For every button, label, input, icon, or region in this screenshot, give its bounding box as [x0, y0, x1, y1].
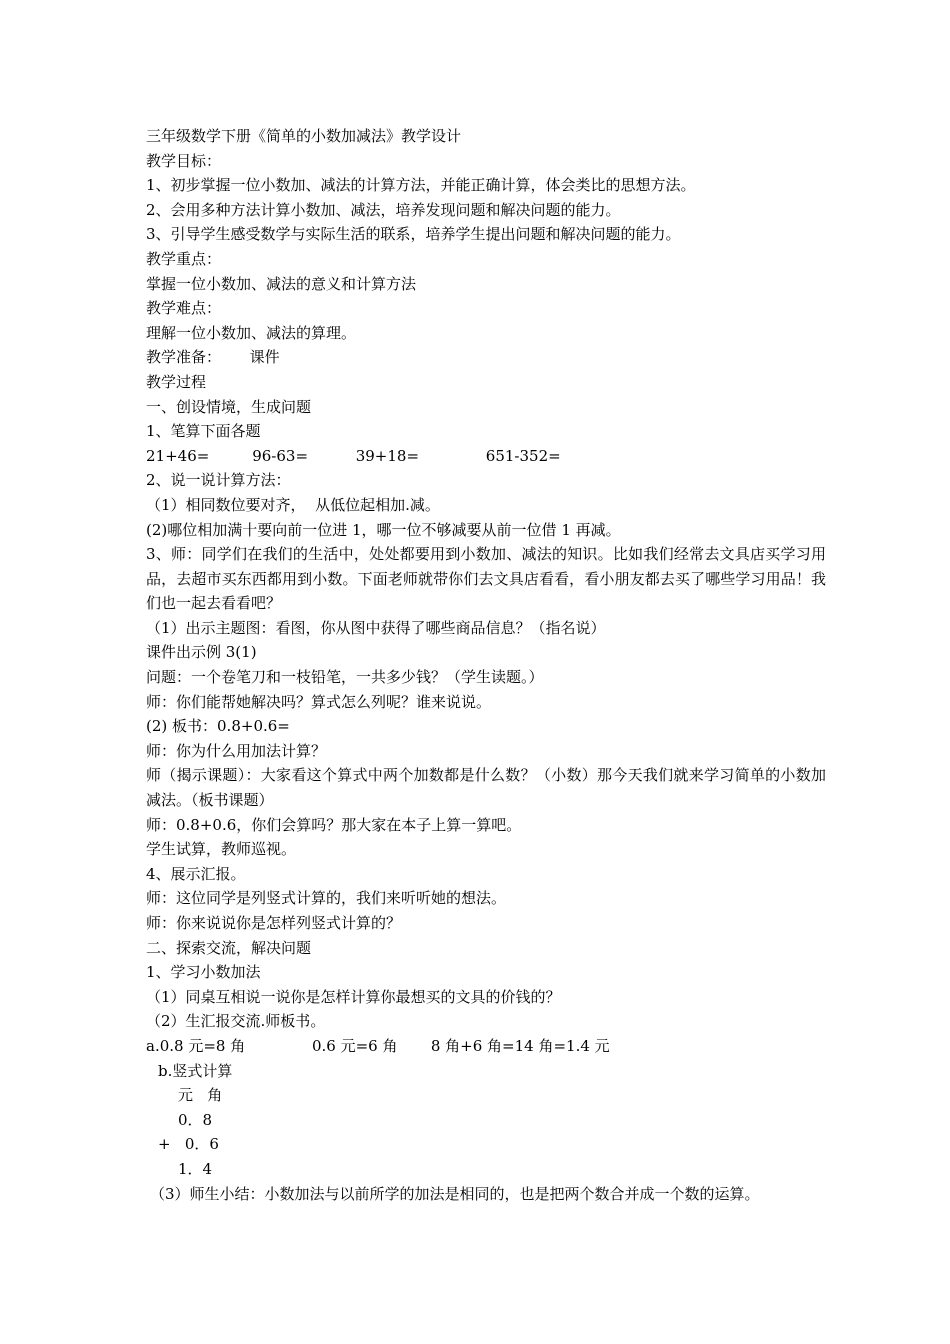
- vertical-calc-units: 元 角: [178, 1086, 223, 1105]
- vertical-calc-addend-2: + 0．6: [158, 1135, 219, 1154]
- paragraph: 理解一位小数加、减法的算理。: [146, 323, 357, 342]
- paragraph: 师：你们能帮她解决吗？算式怎么列呢？谁来说说。: [146, 692, 492, 711]
- paragraph: (2)哪位相加满十要向前一位进 1，哪一位不够减要从前一位借 1 再减。: [146, 520, 621, 539]
- paragraph-summary: （3）师生小结：小数加法与以前所学的加法是相同的，也是把两个数合并成一个数的运算。: [150, 1184, 760, 1203]
- paragraph: 3、引导学生感受数学与实际生活的联系，培养学生提出问题和解决问题的能力。: [146, 225, 681, 244]
- section-heading: 二、探索交流，解决问题: [146, 938, 312, 957]
- paragraph: 师：这位同学是列竖式计算的，我们来听听她的想法。: [146, 889, 507, 908]
- vertical-calc-label: b.竖式计算: [158, 1061, 233, 1080]
- paragraph: （1）相同数位要对齐， 从低位起相加.减。: [146, 495, 440, 514]
- paragraph: 教学准备： 课件: [146, 348, 280, 367]
- paragraph: （2）生汇报交流.师板书。: [146, 1012, 326, 1031]
- conversion-row: a.0.8 元=8 角 0.6 元=6 角 8 角+6 角=14 角=1.4 元: [146, 1036, 610, 1055]
- paragraph: 1、学习小数加法: [146, 963, 261, 982]
- section-heading: 一、创设情境，生成问题: [146, 397, 312, 416]
- paragraph: 2、会用多种方法计算小数加、减法，培养发现问题和解决问题的能力。: [146, 200, 621, 219]
- paragraph: 问题：一个卷笔刀和一枝铅笔，一共多少钱？（学生读题。）: [146, 668, 544, 687]
- heading-difficulties: 教学难点：: [146, 299, 222, 318]
- paragraph: 4、展示汇报。: [146, 864, 246, 883]
- paragraph: （1）出示主题图：看图，你从图中获得了哪些商品信息？（指名说）: [146, 618, 606, 637]
- paragraph: 掌握一位小数加、减法的意义和计算方法: [146, 274, 417, 293]
- document-title: 三年级数学下册《简单的小数加减法》教学设计: [146, 127, 462, 145]
- heading-process: 教学过程: [146, 372, 207, 391]
- exercise-row: 21+46= 96-63= 39+18= 651-352=: [146, 446, 561, 465]
- paragraph: 1、笔算下面各题: [146, 422, 261, 441]
- paragraph: 2、说一说计算方法：: [146, 471, 291, 490]
- document-body: [146, 124, 826, 1206]
- paragraph-reveal-topic: 师（揭示课题）：大家看这个算式中两个加数都是什么数？（小数）那今天我们就来学习简单的小数加减法。（板书课题）: [146, 766, 826, 810]
- paragraph: 1、初步掌握一位小数加、减法的计算方法，并能正确计算，体会类比的思想方法。: [146, 176, 696, 195]
- vertical-calc-sum: 1．4: [178, 1159, 213, 1178]
- heading-objectives: 教学目标：: [146, 151, 222, 170]
- heading-key-points: 教学重点：: [146, 249, 222, 268]
- paragraph: 学生试算，教师巡视。: [146, 840, 297, 859]
- paragraph: 课件出示例 3(1): [146, 643, 257, 662]
- paragraph: 师：你为什么用加法计算？: [146, 741, 327, 760]
- paragraph: 师：0.8+0.6，你们会算吗？那大家在本子上算一算吧。: [146, 815, 522, 834]
- paragraph: 师：你来说说你是怎样列竖式计算的？: [146, 914, 402, 932]
- paragraph: （1）同桌互相说一说你是怎样计算你最想买的文具的价钱的？: [146, 987, 561, 1006]
- paragraph: (2) 板书：0.8+0.6=: [146, 717, 290, 736]
- paragraph-teacher-intro: 3、师：同学们在我们的生活中，处处都要用到小数加、减法的知识。比如我们经常去文具店买学习用品，去超市买东西都用到小数。下面老师就带你们去文具店看看，看小朋友都去买了哪些学习用品！我们也一起去看看吧？: [146, 545, 826, 613]
- vertical-calc-addend-1: 0．8: [178, 1110, 213, 1129]
